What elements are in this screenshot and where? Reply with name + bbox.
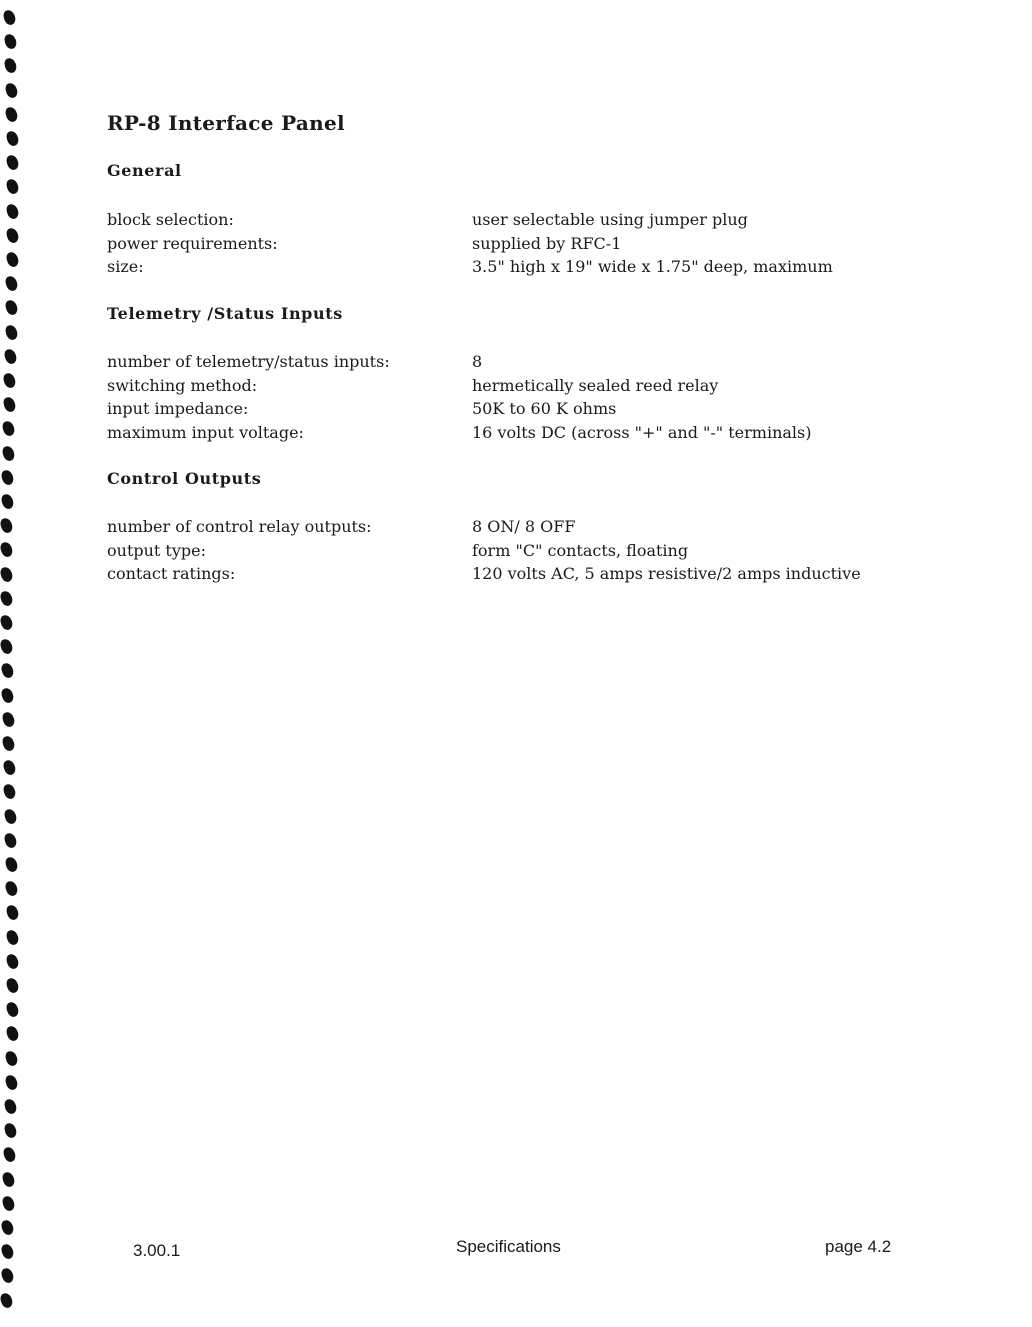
binding-hole <box>3 347 18 365</box>
binding-hole <box>3 1122 18 1140</box>
spec-value: 8 <box>472 352 483 371</box>
section-heading-general: General <box>107 161 182 180</box>
binding-hole <box>5 977 20 995</box>
binding-hole <box>3 33 18 51</box>
binding-hole <box>4 323 19 341</box>
section-heading-telemetry: Telemetry /Status Inputs <box>107 304 343 323</box>
binding-hole <box>2 372 17 390</box>
binding-hole <box>0 493 15 511</box>
binding-hole <box>4 81 19 99</box>
spec-label: number of telemetry/status inputs: <box>107 352 390 371</box>
binding-hole <box>1 444 16 462</box>
binding-hole <box>0 1267 15 1285</box>
spec-row <box>107 421 927 445</box>
spec-value: hermetically sealed reed relay <box>472 376 719 395</box>
binding-hole <box>1 710 16 728</box>
spec-label: output type: <box>107 541 206 560</box>
spec-value: 120 volts AC, 5 amps resistive/2 amps inductive <box>472 564 861 583</box>
spec-label: number of control relay outputs: <box>107 517 372 536</box>
binding-hole <box>5 202 20 220</box>
binding-hole <box>4 299 19 317</box>
binding-hole <box>1 735 16 753</box>
binding-hole <box>5 226 20 244</box>
binding-hole <box>4 856 19 874</box>
footer-page-number: page 4.2 <box>825 1237 892 1256</box>
binding-hole <box>4 1073 19 1091</box>
binding-hole <box>5 178 20 196</box>
binding-hole <box>1 1194 16 1212</box>
binding-hole <box>5 904 20 922</box>
spec-label: contact ratings: <box>107 564 236 583</box>
binding-hole <box>4 105 19 123</box>
binding-hole <box>5 928 20 946</box>
binding-hole <box>0 638 14 656</box>
binding-hole <box>0 614 14 632</box>
binding-hole <box>5 952 20 970</box>
binding-hole <box>1 1170 16 1188</box>
spec-value: 16 volts DC (across "+" and "-" terminals) <box>472 423 812 442</box>
spec-row <box>107 208 927 232</box>
spec-row <box>107 232 927 256</box>
binding-hole <box>0 662 15 680</box>
spec-label: switching method: <box>107 376 258 395</box>
binding-hole <box>0 565 14 583</box>
spec-label: input impedance: <box>107 399 249 418</box>
binding-hole <box>4 275 19 293</box>
binding-holes <box>0 0 40 1327</box>
footer-version: 3.00.1 <box>133 1241 181 1260</box>
binding-hole <box>5 130 20 148</box>
binding-hole <box>0 1291 14 1309</box>
binding-hole <box>2 759 17 777</box>
spec-label: size: <box>107 257 144 276</box>
binding-hole <box>2 783 17 801</box>
spec-label: maximum input voltage: <box>107 423 304 442</box>
spec-row <box>107 562 927 586</box>
binding-hole <box>4 1049 19 1067</box>
binding-hole <box>2 9 17 27</box>
spec-value: 3.5" high x 19" wide x 1.75" deep, maximum <box>472 257 833 276</box>
spec-row <box>107 539 927 563</box>
page-title: RP-8 Interface Panel <box>107 111 345 135</box>
spec-label: block selection: <box>107 210 234 229</box>
binding-hole <box>3 1098 18 1116</box>
binding-hole <box>2 1146 17 1164</box>
footer-section: Specifications <box>456 1237 561 1256</box>
binding-hole <box>0 1219 15 1237</box>
spec-label: power requirements: <box>107 234 278 253</box>
binding-hole <box>5 1001 20 1019</box>
spec-row <box>107 374 927 398</box>
binding-hole <box>5 251 20 269</box>
binding-hole <box>5 1025 20 1043</box>
binding-hole <box>1 420 16 438</box>
section-heading-control-outputs: Control Outputs <box>107 469 262 488</box>
binding-hole <box>0 517 14 535</box>
binding-hole <box>3 57 18 75</box>
spec-value: supplied by RFC-1 <box>472 234 622 253</box>
binding-hole <box>0 686 15 704</box>
spec-value: form "C" contacts, floating <box>472 541 689 560</box>
binding-hole <box>0 1243 15 1261</box>
binding-hole <box>4 880 19 898</box>
binding-hole <box>0 541 14 559</box>
binding-hole <box>2 396 17 414</box>
spec-value: 8 ON/ 8 OFF <box>472 517 576 536</box>
binding-hole <box>3 831 18 849</box>
spec-value: user selectable using jumper plug <box>472 210 748 229</box>
binding-hole <box>3 807 18 825</box>
spec-value: 50K to 60 K ohms <box>472 399 617 418</box>
spec-row <box>107 350 927 374</box>
spec-row <box>107 255 927 279</box>
spec-row <box>107 515 927 539</box>
spec-row <box>107 397 927 421</box>
binding-hole <box>0 468 15 486</box>
binding-hole <box>0 589 14 607</box>
binding-hole <box>5 154 20 172</box>
